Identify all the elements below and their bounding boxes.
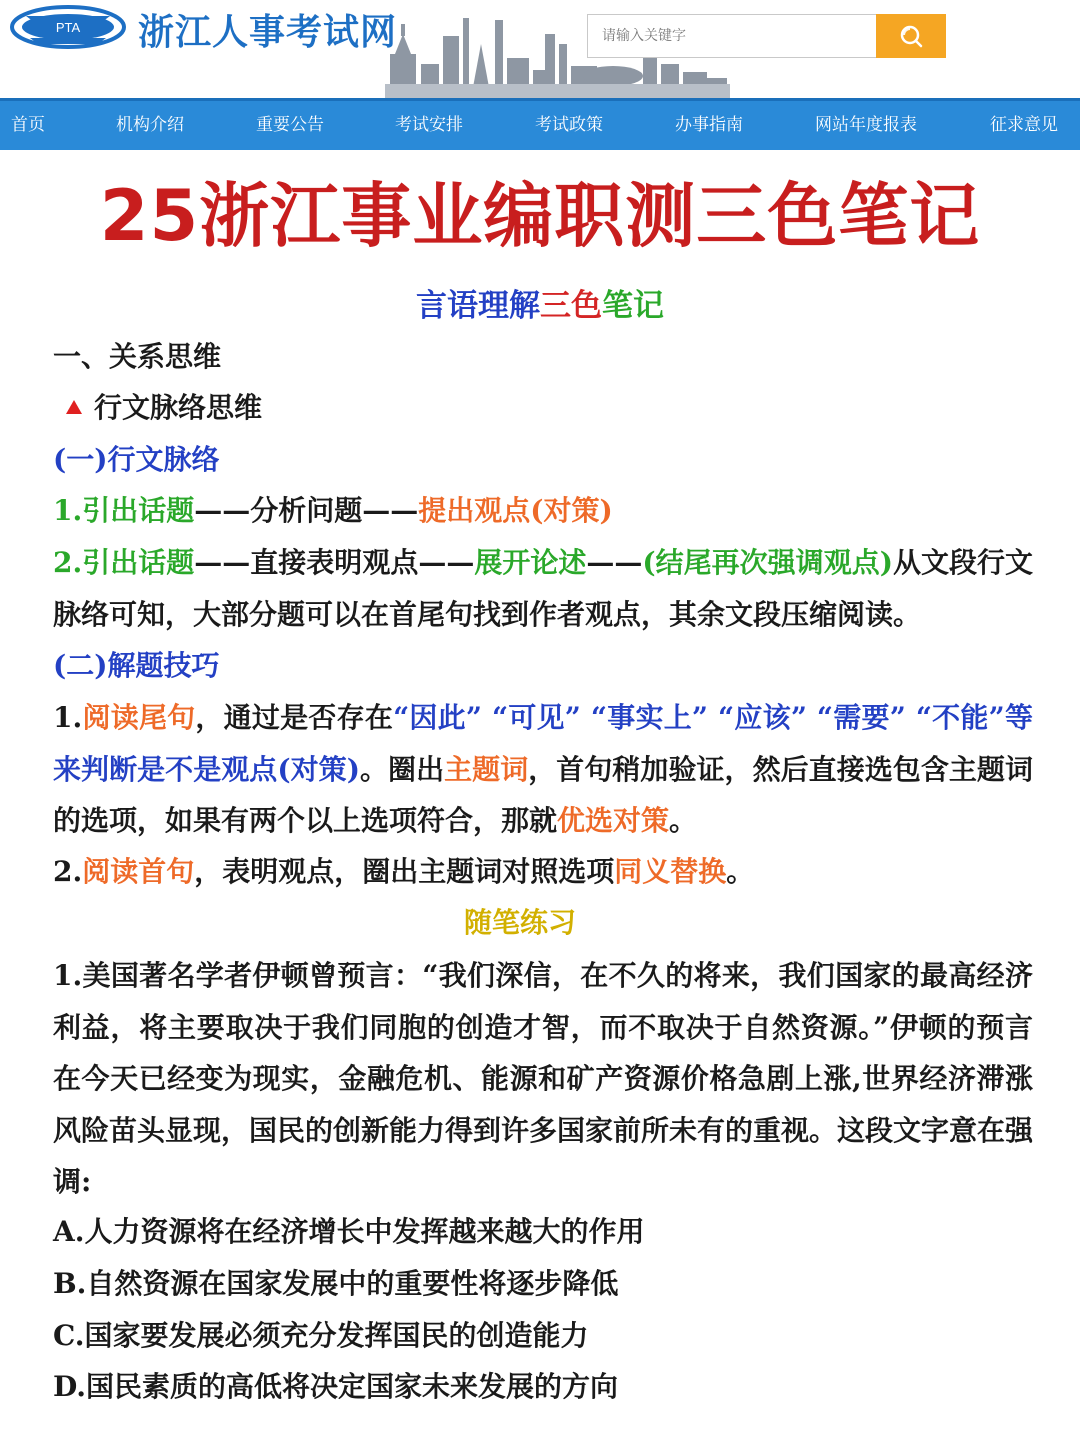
subtitle-part2: 三色	[540, 288, 602, 324]
option-c: C.国家要发展必须充分发挥国民的创造能力	[53, 1319, 589, 1352]
heading-relation-thinking: 一、关系思维	[53, 340, 222, 373]
p2-part-b: ——直接表明观点——	[194, 546, 475, 579]
p3-part-e: 。圈出	[359, 752, 445, 786]
p3-part-a: 1.	[53, 701, 83, 734]
p4-part-b: 阅读首句	[82, 855, 195, 888]
p4-part-e: 。	[726, 855, 755, 888]
search-box	[587, 14, 945, 58]
p4-part-c: ，表明观点，圈出主题词对照选项	[194, 855, 615, 888]
p1-part-a: 1.引出话题	[53, 494, 195, 527]
paragraph-2	[53, 537, 1033, 640]
practice-heading: 随笔练习	[463, 906, 576, 939]
option-a: A.人力资源将在经济增长中发挥越来越大的作用	[53, 1215, 645, 1248]
article-title: 25浙江事业编职测三色笔记	[99, 175, 981, 257]
p1-part-c: 提出观点(对策)	[418, 494, 613, 527]
nav-item-guide[interactable]: 办事指南	[675, 115, 743, 135]
search-icon	[898, 23, 924, 49]
triangle-icon	[66, 400, 82, 414]
p2-part-a: 2.引出话题	[53, 546, 195, 579]
p3-part-c: ，通过是否存在	[195, 701, 394, 734]
subtitle-part3: 笔记	[602, 288, 664, 324]
search-input[interactable]	[588, 15, 876, 57]
p1-part-b: ——分析问题——	[194, 494, 419, 527]
subtitle-part1: 言语理解	[416, 288, 540, 324]
p2-part-f: 从文段行文脉络可知，大部分题可以在首尾句找到作者观点，其余文段压缩阅读。	[53, 546, 1033, 631]
nav-item-notices[interactable]: 重要公告	[256, 115, 324, 135]
p4-part-a: 2.	[53, 855, 83, 888]
p3-part-g: ，首句稍加验证，然后直接选包含主题词的选项，如果有两个以上选项符合，那就	[53, 752, 1033, 837]
nav-item-policy[interactable]: 考试政策	[535, 115, 603, 135]
heading-context-thinking-text: 行文脉络思维	[94, 391, 263, 424]
p3-part-h: 优选对策	[557, 804, 670, 837]
article-subtitle	[0, 280, 1080, 325]
nav-item-about[interactable]: 机构介绍	[116, 115, 184, 135]
paragraph-1	[53, 491, 613, 531]
search-button[interactable]	[876, 14, 946, 58]
section-heading-techniques: (二)解题技巧	[53, 649, 220, 682]
paragraph-3	[53, 692, 1033, 847]
p3-part-d: “因此” “可见” “事实上” “应该” “需要” “不能”等来判断是不是观点(对策)	[53, 701, 1033, 786]
nav-item-annual-report[interactable]: 网站年度报表	[815, 115, 917, 135]
p3-part-b: 阅读尾句	[82, 701, 196, 734]
p3-part-i: 。	[669, 804, 698, 837]
p3-part-f: 主题词	[444, 752, 529, 786]
p2-part-e: (结尾再次强调观点)	[642, 546, 893, 579]
logo-text: PTA	[55, 20, 81, 35]
option-b: B.自然资源在国家发展中的重要性将逐步降低	[53, 1267, 619, 1300]
nav-item-feedback[interactable]: 征求意见	[990, 115, 1058, 135]
main-nav	[0, 98, 1080, 150]
nav-item-home[interactable]: 首页	[11, 115, 45, 135]
paragraph-4	[53, 852, 754, 892]
p2-part-d: ——	[586, 546, 643, 579]
pta-logo[interactable]	[10, 4, 130, 50]
option-d: D.国民素质的高低将决定国家未来发展的方向	[53, 1370, 619, 1403]
nav-item-schedule[interactable]: 考试安排	[395, 115, 463, 135]
site-title[interactable]: 浙江人事考试网	[138, 12, 398, 53]
practice-question: 1.美国著名学者伊顿曾预言：“我们深信，在不久的将来，我们国家的最高经济利益，将主要取决于我们同胞的创造才智，而不取决于自然资源。”伊顿的预言在今天已经变为现实，金融危机、能源和矿产资源价格急剧上涨,世界经济滞涨风险苗头显现，国民的创新能力得到许多国家前所未有的重视。这段文字意在强调:	[53, 959, 1034, 1198]
section-heading-context: (一)行文脉络	[53, 443, 220, 476]
site-header	[0, 0, 1080, 98]
p2-part-c: 展开论述	[474, 546, 587, 579]
p4-part-d: 同义替换	[614, 855, 727, 888]
heading-context-thinking	[66, 388, 262, 428]
